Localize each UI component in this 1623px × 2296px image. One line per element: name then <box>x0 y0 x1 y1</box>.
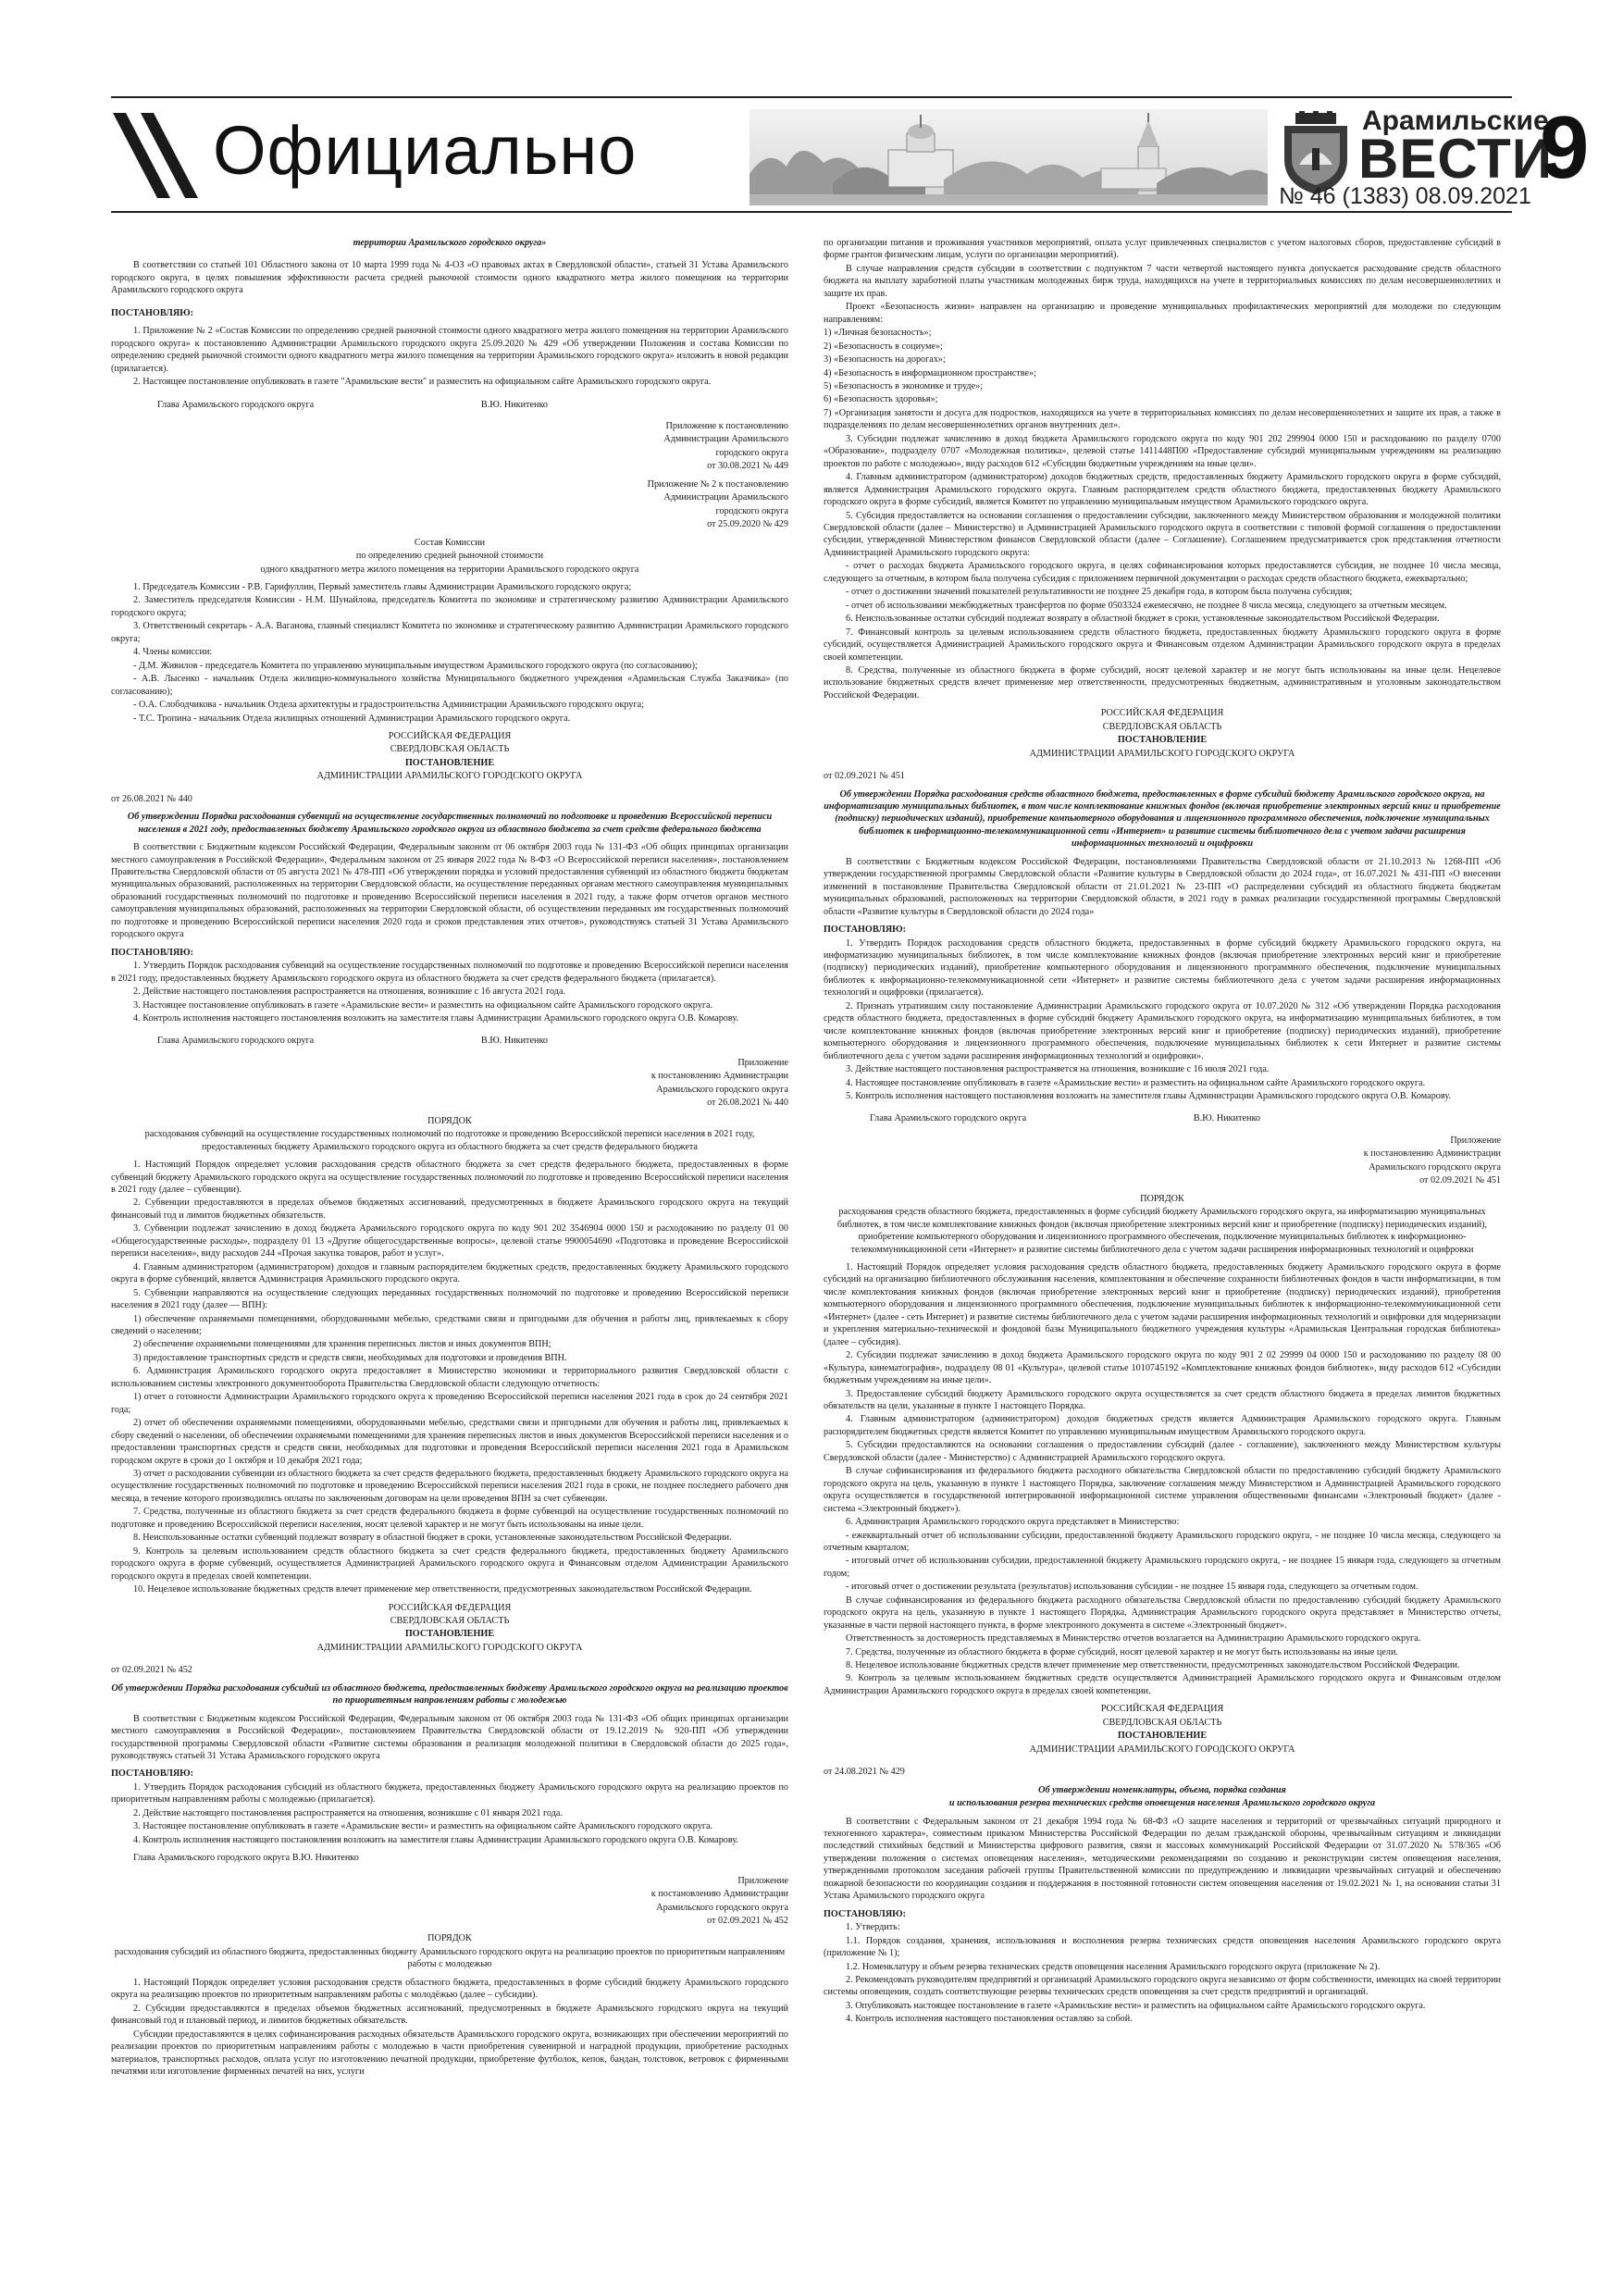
doc-paragraph: 4. Настоящее постановление опубликовать в газете «Арамильские вести» и разместить на официальном сайте Арамильского городского округа. <box>846 1077 1426 1088</box>
doc-paragraph: 2. Субсидии подлежат зачислению в доход бюджета Арамильского городского округа по коду 901 2 02 29999 04 0000 150 и расходованию по разделу 08 00 «Культура, кинематография», подразделу 08 01 «Культура», целевой статье 1010745192 «Комплектование книжных фондов библиотек», виду расходов 612 «Субсидии бюджетным учреждениям на иные цели». <box>824 1350 1501 1386</box>
header-administration: АДМИНИСТРАЦИИ АРАМИЛЬСКОГО ГОРОДСКОГО ОКРУГА <box>316 1642 583 1653</box>
doc-paragraph: 9. Контроль за целевым использованием средств областного бюджета за счет средств федерального бюджета, предоставленных бюджету Арамильского городского округа в форме субвенций, осуществляется Администрацией Арамильского городского округа и Финансовым отделом Администрации Арамильского городского округа в пределах своей компетенции. <box>111 1545 788 1582</box>
doc-paragraph: 9. Контроль за целевым использованием бюджетных средств осуществляется Администрацией Арамильского городского округа и Финансовым отделом Администрации Арамильского городского округа в пределах своей компетенции. <box>824 1673 1501 1696</box>
doc-paragraph: - отчет о расходах бюджета Арамильского городского округа, в целях софинансирования которых предоставляется субсидия, не позднее 10 числа месяца, следующего за отчетным, в котором была получена субсидия с приложением первичной документации о расходах средств областного бюджета, ежеквартально; <box>824 561 1501 584</box>
signature-role: Глава Арамильского городского округа <box>870 1113 1027 1124</box>
attachment-note: к постановлению Администрации <box>650 1889 788 1900</box>
section-title: Официально <box>213 112 638 189</box>
doc-paragraph: В случае направления средств субсидии в соответствии с подпунктом 7 части четвертой настоящего пункта допускается расходование средств областного бюджета на выплату заработной платы участникам молодежных бирж труда, находящихся на учете в территориальных комиссиях по делам несовершеннолетних и защите их прав. <box>824 263 1501 299</box>
member-item: - Д.М. Живилов - председатель Комитета по управлению муниципальным имуществом Арамильского городского округа (по согласованию); <box>133 660 698 671</box>
attachment-date: от 25.09.2020 № 429 <box>707 519 788 530</box>
doc-paragraph: 1. Утвердить: <box>846 1922 900 1933</box>
list-item: 3) «Безопасность на дорогах»; <box>824 354 946 366</box>
doc-intro: В соответствии с Бюджетным кодексом Российской Федерации, постановлениями Правительства Свердловской области от 21.10.2013 № 1268-ПП «Об утверждении государственной программы Свердловской области «Развитие культуры в Свердловской области до 2024 года», от 16.07.2021 № 431-ПП «О внесении изменений в постановление Правительства Свердловской области от 21.01.2021 № 23-ПП «О распределении субсидий из областного бюджета бюджетам муниципальных образований, расположенных на территории Свердловской области, в 2021 году в рамках реализации государственной программы Свердловской области «Развитие культуры в Свердловской области до 2024 года» <box>824 856 1501 917</box>
doc-paragraph: 1.1. Порядок создания, хранения, использования и восполнения резерва технических средств оповещения населения Арамильского городского округа (приложение № 1); <box>824 1935 1501 1959</box>
doc-paragraph: 4. Главным администратором (администратором) доходов бюджетных средств, предоставленных бюджету Арамильского городского округа в форме субсидий, является Администрация Арамильского городского округа. Главным распорядителем средств областного бюджета, предоставленных бюджету Арамильского городского округа в форме субсидий, является Комитет по управлению муниципальным имуществом Арамильского городского округа. <box>824 472 1501 508</box>
attachment-date: от 26.08.2021 № 440 <box>707 1098 788 1109</box>
doc-paragraph: Субсидии предоставляются в целях софинансирования расходных обязательств Арамильского городского округа, возникающих при обеспечении мероприятий по реализации проектов по приоритетным направлениям работы с молодежью в части приобретения сувенирной и наградной продукции, приобретение расходных материалов, транспортных расходов, оплата услуг по изготовлению печатной продукции, приобретение футболок, кепок, бандан, толстовок, ветровок с фирменными печатями или изготовление фирменных печатей на них, услуги <box>111 2029 788 2077</box>
header-country: РОССИЙСКАЯ ФЕДЕРАЦИЯ <box>1100 1704 1224 1715</box>
right-column <box>824 237 1501 2217</box>
page-number: 9 <box>1540 98 1590 197</box>
double-slash-icon <box>113 113 202 198</box>
doc-paragraph: - итоговый отчет об использовании субсидии, предоставленной бюджету Арамильского городского округа, - не позднее 15 января года, следующего за отчетным годом; <box>824 1556 1501 1579</box>
doc-paragraph: 6. Неиспользованные остатки субсидий подлежат возврату в областной бюджет в сроки, установленные законодательством Российской Федерации. <box>846 614 1440 625</box>
member-item: - А.В. Лысенко - начальник Отдела жилищно-коммунального хозяйства Муниципального бюджетного учреждения «Арамильская Служба Заказчика» (по согласованию); <box>111 674 788 697</box>
doc-paragraph: 2. Настоящее постановление опубликовать в газете "Арамильские вести" и разместить на официальном сайте Арамильского городского округа. <box>133 377 712 388</box>
left-column <box>111 237 788 2217</box>
brand-name-large: ВЕСТИ <box>1358 128 1553 190</box>
list-item: 6) «Безопасность здоровья»; <box>824 394 938 405</box>
doc-paragraph: 1. Приложение № 2 «Состав Комиссии по определению средней рыночной стоимости одного квадратного метра жилого помещения на территории Арамильского городского округа» к постановлению Администрации Арамильского городского округа 25.09.2020 № 429 «Об утверждении Положения и состава Комиссии по определению средней рыночной стоимости одного квадратного метра жилого помещения на территории Арамильского городского округа» изложить в новой редакции (прилагается). <box>111 326 788 374</box>
header-resolution: ПОСТАНОВЛЕНИЕ <box>404 1629 495 1640</box>
doc-paragraph: 5. Субвенции направляются на осуществление следующих переданных государственных полномочий по подготовке и проведению Всероссийской переписи населения в 2021 году (далее — ВПН): <box>111 1287 788 1311</box>
doc-date-number: от 02.09.2021 № 451 <box>824 771 905 782</box>
doc-paragraph: 2. Признать утратившим силу постановление Администрации Арамильского городского округа от 10.07.2020 № 312 «Об утверждении Порядка расходования средств областного бюджета, предоставленных в форме субсидий бюджету Арамильского городского округа, на информатизацию муниципальных библиотек, в том числе комплектование книжных фондов (включая приобретение электронных версий книг и приобретение (подписку) периодических изданий), приобретение компьютерного оборудования и лицензионного программного обеспечения, подключение муниципальных библиотек к сети Интернет и развитие системы библиотечного дела с учетом задачи расширения информационных технологий и оцифровки». <box>824 1000 1501 1061</box>
header-country: РОССИЙСКАЯ ФЕДЕРАЦИЯ <box>1100 708 1224 719</box>
doc-paragraph: 10. Нецелевое использование бюджетных средств влечет применение мер ответственности, предусмотренных законодательством Российской Федерации. <box>133 1584 752 1595</box>
member-item: 4. Члены комиссии: <box>133 647 213 658</box>
masthead-top-rule <box>111 96 1512 98</box>
doc-paragraph: 7. Средства, полученные из областного бюджета за счет средств федерального бюджета в форме субвенций на осуществление государственных полномочий по подготовке и проведению Всероссийской переписи населения, носят целевой характер и не могут быть использованы на иные цели. <box>111 1507 788 1530</box>
doc-paragraph: 3) отчет о расходовании субвенции из областного бюджета за счет средств федерального бюджета, предоставленных бюджету Арамильского городского округа на осуществление государственных полномочий по подготовке и проведению Всероссийской переписи населения 2021 года в сроки, не позднее последнего рабочего дня месяца, в течение которого производились оплаты по заключенным договорам на цели проведения ВПН за счет субвенции. <box>111 1468 788 1504</box>
doc-paragraph: 6. Администрация Арамильского городского округа предоставляет в Министерство экономики и территориального развития Свердловской области с использованием системы электронного документооборота Правительства Свердловской области следующую отчетность: <box>111 1366 788 1389</box>
header-resolution: ПОСТАНОВЛЕНИЕ <box>1117 735 1208 746</box>
list-item: 4) «Безопасность в информационном пространстве»; <box>824 367 1036 379</box>
doc-title-tail: территории Арамильского городского округа» <box>353 238 547 248</box>
order-subtitle: расходования субвенций на осуществление государственных полномочий по подготовке и проведению Всероссийской переписи населения в 2021 году, предоставленных бюджету Арамильского городского округа из областного бюджета за счет средств федерального бюджета <box>144 1129 755 1152</box>
header-administration: АДМИНИСТРАЦИИ АРАМИЛЬСКОГО ГОРОДСКОГО ОКРУГА <box>1029 1744 1295 1755</box>
doc-paragraph: 3. Субсидии подлежат зачислению в доход бюджета Арамильского городского округа по коду 901 202 299904 0000 150 и расходованию по разделу 0700 «Образование», подразделу 0707 «Молодежная политика», целевой статье 1411448П00 «Предоставление субсидий муниципальным учреждениям на реализацию проектов по работе с молодежью», виду расходов 612 «Субсидии бюджетным учреждениям на иные цели». <box>824 433 1501 469</box>
doc-title: и использования резерва технических средств оповещения населения Арамильского городского округа <box>948 1798 1376 1809</box>
doc-paragraph: 2. Субсидии предоставляются в пределах объемов бюджетных ассигнований, предусмотренных в бюджете Арамильского городского округа на текущий финансовый год и плановый период, и лимитов бюджетных обязательств. <box>111 2003 788 2027</box>
header-country: РОССИЙСКАЯ ФЕДЕРАЦИЯ <box>388 1602 512 1613</box>
header-administration: АДМИНИСТРАЦИИ АРАМИЛЬСКОГО ГОРОДСКОГО ОКРУГА <box>1029 748 1295 759</box>
header-resolution: ПОСТАНОВЛЕНИЕ <box>1117 1731 1208 1742</box>
member-item: - О.А. Слободчикова - начальник Отдела архитектуры и градостроительства Администрации Арамильского городского округа; <box>133 700 645 711</box>
member-item: - Т.С. Тропина - начальник Отдела жилищных отношений Администрации Арамильского городского округа. <box>133 713 571 724</box>
doc-paragraph: 4. Контроль исполнения настоящего постановления оставляю за собой. <box>846 2014 1133 2025</box>
resolve-heading: ПОСТАНОВЛЯЮ: <box>824 925 907 936</box>
order-heading: ПОРЯДОК <box>1140 1193 1184 1204</box>
issue-number-date: № 46 (1383) 08.09.2021 <box>1279 183 1531 209</box>
attachment-date: от 02.09.2021 № 451 <box>1419 1175 1501 1186</box>
doc-paragraph: 7. Средства, полученные из областного бюджета в форме субсидий, носят целевой характер и не могут быть использованы на иные цели. <box>846 1646 1398 1657</box>
doc-paragraph: 4. Главным администратором (администратором) доходов бюджетных средств является Администрация Арамильского городского округа. Главным распорядителем бюджетных средств является Комитет по управлению муниципальным имуществом Арамильского городского округа. <box>824 1414 1501 1437</box>
list-item: 1) «Личная безопасность»; <box>824 328 932 339</box>
order-subtitle: расходования субсидий из областного бюджета, предоставленных бюджету Арамильского городского округа на реализацию проектов по приоритетным направлениям работы с молодежью <box>114 1946 786 1970</box>
composition-subtitle: одного квадратного метра жилого помещения на территории Арамильского городского округа <box>260 564 639 575</box>
doc-paragraph: - ежеквартальный отчет об использовании субсидии, предоставленной бюджету Арамильского городского округа, - не позднее 10 числа месяца, следующего за отчетным кварталом; <box>824 1530 1501 1553</box>
doc-paragraph: 5. Субсидии предоставляются на основании соглашения о предоставлении субсидий (далее - соглашение), заключенного между Министерством культуры Свердловской области (далее - Министерство) с Администрацией Арамильского городского округа. <box>824 1440 1501 1463</box>
doc-title: Об утверждении Порядка расходования субвенций на осуществление государственных полномочий по подготовке и проведению Всероссийской переписи населения в 2021 году, предоставленных бюджету Арамильского городского округа из областного бюджета за счет средств федерального бюджета <box>127 812 773 835</box>
doc-title: Об утверждении Порядка расходования средств областного бюджета, предоставленных в форме субсидий бюджету Арамильского городского округа, на информатизацию муниципальных библиотек, в том числе комплектование книжных фондов (включая приобретение электронных версий книг и приобретение (подписку) периодических изданий), приобретение компьютерного оборудования и лицензионного программного обеспечения, подключение муниципальных библиотек к информационно-телекоммуникационной сети «Интернет» и развитие системы библиотечного дела с учетом задачи расширения информационных технологий и оцифровки <box>824 788 1501 850</box>
doc-paragraph: 2. Действие настоящего постановления распространяется на отношения, возникшие с 16 августа 2021 года. <box>133 987 566 998</box>
doc-paragraph: 7. Финансовый контроль за целевым использованием средств областного бюджета, предоставленных бюджету Арамильского городского округа в форме субсидий, осуществляется Администрацией Арамильского городского округа и Финансовым отделом Администрации Арамильского городского округа в пределах своей компетенции. <box>824 627 1501 663</box>
list-item: 7) «Организация занятости и досуга для подростков, находящихся на учете в территориальных комиссиях по делам несовершеннолетних и защите их прав, а также в подразделениях по делам несовершеннолетних органов внутренних дел». <box>824 407 1501 431</box>
doc-paragraph: 8. Средства, полученные из областного бюджета в форме субсидий, носят целевой характер и не могут быть использованы на иные цели. Нецелевое использование бюджетных средств влечет применение мер ответственности, предусмотренных бюджетным, административным и уголовным законодательством Российской Федерации. <box>824 664 1501 701</box>
signature-line <box>111 1035 788 1047</box>
doc-paragraph: В случае софинансирования из федерального бюджета расходного обязательства Свердловской области по предоставлению субсидий бюджету Арамильского городского округа на цель, указанную в пункте 1 настоящего Порядка, заключение соглашения между Министерством и Администрацией Арамильского городского округа осуществляется в государственной интегрированной информационной системе управления общественными финансами «Электронный бюджет» (далее - система «Электронный бюджет»). <box>824 1466 1501 1514</box>
doc-paragraph: 1) отчет о готовности Администрации Арамильского городского округа к проведению Всероссийской переписи населения 2021 года в срок до 24 сентября 2021 года; <box>111 1392 788 1415</box>
doc-paragraph: по организации питания и проживания участников мероприятий, оплата услуг привлеченных специалистов с учетом налоговых сборов, предоставление субсидий в форме грантов физическим лицам, услуги по организации мероприятий). <box>824 238 1501 261</box>
doc-paragraph: 3. Субвенции подлежат зачислению в доход бюджета Арамильского городского округа по коду 901 202 3546904 0000 150 и расходованию по разделу 01 00 «Общегосударственные расходы», подразделу 01 13 «Другие общегосударственные вопросы», целевой статье 9900054690 «Подготовка и проведение Всероссийской переписи населения», виду расходов 244 «Прочая закупка товаров, работ и услуг». <box>111 1223 788 1260</box>
composition-subtitle: по определению средней рыночной стоимости <box>355 551 544 562</box>
doc-title: Об утверждении номенклатуры, объема, порядка создания <box>1038 1784 1286 1795</box>
masthead <box>111 96 1590 213</box>
doc-intro: В соответствии с Бюджетным кодексом Российской Федерации, Федеральным законом от 06 октября 2003 года № 131-ФЗ «Об общих принципах организации местного самоуправления в Российской Федерации», постановлением Правительства Свердловской области от 19.12.2019 № 920-ПП «Об утверждении государственной программы Свердловской области «Развитие системы образования и реализация молодежной политики в Свердловской области до 2025 года», руководствуясь статьей 31 Устава Арамильского городского округа <box>111 1713 788 1762</box>
signature-role: Глава Арамильского городского округа <box>157 1036 315 1047</box>
attachment-note: к постановлению Администрации <box>650 1071 788 1082</box>
doc-paragraph: В случае софинансирования из федерального бюджета расходного обязательства Свердловской области по предоставлению субсидий бюджету Арамильского городского округа на цель, указанную в пункте 1 настоящего Порядка, Администрация Арамильского городского округа представляет в Министерство отчеты, указанные в части первой настоящего пункта, в форме электронного документа в системе «Электронный бюджет». <box>824 1595 1501 1631</box>
member-item: 3. Ответственный секретарь - А.А. Ваганова, главный специалист Комитета по экономике и стратегическому развитию Администрации Арамильского городского округа; <box>111 621 788 644</box>
doc-paragraph: - отчет об использовании межбюджетных трансфертов по форме 0503324 ежемесячно, не позднее 8 числа месяца, следующего за отчетным месяцем. <box>846 600 1447 611</box>
attachment-note: городского округа <box>715 447 788 458</box>
masthead-bottom-rule <box>111 211 1512 213</box>
doc-paragraph: - итоговый отчет о достижении результата (результатов) использования субсидии - не позднее 15 января года, следующего за отчетным годом. <box>846 1582 1419 1593</box>
doc-paragraph: 4. Главным администратором (администратором) доходов и главным распорядителем бюджетных средств, предоставленных бюджету Арамильского городского округа в форме субвенций, является Администрация Арамильского городского округа. <box>111 1261 788 1285</box>
attachment-note: Приложение к постановлению <box>665 420 788 431</box>
header-administration: АДМИНИСТРАЦИИ АРАМИЛЬСКОГО ГОРОДСКОГО ОКРУГА <box>316 771 583 782</box>
doc-paragraph: 3. Предоставление субсидий бюджету Арамильского городского округа осуществляется за счет средств областного бюджета в пределах лимитов бюджетных обязательств на цели, указанные в пункте 1 настоящего Порядка. <box>824 1388 1501 1411</box>
doc-paragraph: Проект «Безопасность жизни» направлен на организацию и проведение муниципальных профилактических мероприятий для молодежи по следующим направлениям: <box>824 302 1501 325</box>
composition-title: Состав Комиссии <box>414 537 486 548</box>
doc-paragraph: 3) предоставление транспортных средств и средств связи, необходимых для подготовки и проведения ВПН. <box>133 1352 567 1363</box>
attachment-note: Арамильского городского округа <box>656 1084 788 1095</box>
attachment-note: Приложение <box>1450 1135 1501 1146</box>
doc-paragraph: 1.2. Номенклатуру и объем резерва технических средств оповещения населения Арамильского городского округа (приложение № 2). <box>846 1961 1381 1972</box>
order-heading: ПОРЯДОК <box>427 1115 472 1126</box>
signature-name: В.Ю. Никитенко <box>480 1036 548 1047</box>
member-item: 1. Председатель Комиссии - Р.В. Гарифуллин, Первый заместитель главы Администрации Арамильского городского округа; <box>133 581 632 592</box>
doc-paragraph: 1) обеспечение охраняемыми помещениями, оборудованными мебелью, средствами связи и пригодными для обучения и работы лиц, привлекаемых к сбору сведений о населении; <box>111 1313 788 1336</box>
doc-paragraph: 2) отчет об обеспечении охраняемыми помещениями, оборудованными мебелью, средствами связи и пригодными для обучения и работы лиц, привлекаемых к сбору сведений о населении, об обеспечении охраняемыми помещениями для хранения переписных листов и иных документов Всероссийской переписи населения и о предоставлении транспортных средств и средств связи, необходимых для подготовки и проведения Всероссийской переписи населения 2021 года в Арамильском городском округе в сроки до 1 октября и 10 декабря 2021 года; <box>111 1418 788 1466</box>
order-subtitle: расходования средств областного бюджета, предоставленных в форме субсидий бюджету Арамильского городского округа, на информатизацию муниципальных библиотек, в том числе комплектование книжных фондов (включая приобретение электронных версий книг и приобретение (подписку) периодических изданий), приобретение компьютерного оборудования и лицензионного программного обеспечения, подключение муниципальных библиотек к информационно-телекоммуникационной сети «Интернет» и развитие системы библиотечного дела с учетом задачи расширения информационных технологий и оцифровки <box>836 1207 1488 1255</box>
member-item: 2. Заместитель председателя Комиссии - Н.М. Шунайлова, председатель Комитета по экономике и стратегическому развитию Администрации Арамильского городского округа; <box>111 595 788 618</box>
doc-date-number: от 24.08.2021 № 429 <box>824 1767 905 1778</box>
doc-paragraph: 4. Контроль исполнения настоящего постановления возложить на заместителя главы Администрации Арамильского городского округа О.В. Комарову. <box>133 1834 738 1845</box>
doc-paragraph: 3. Настоящее постановление опубликовать в газете «Арамильские вести» и разместить на официальном сайте Арамильского городского округа. <box>133 999 713 1011</box>
doc-paragraph: 3. Опубликовать настоящее постановление в газете «Арамильские вести» и разместить на официальном сайте Арамильского городского округа. <box>846 2000 1426 2011</box>
list-item: 2) «Безопасность в социуме»; <box>824 341 943 352</box>
doc-paragraph: 1. Настоящий Порядок определяет условия расходования средств областного бюджета, предоставленных в форме субсидий бюджету Арамильского городского округа на реализацию проектов по приоритетным направлениям работы с молодёжью (далее – субсидии). <box>111 1977 788 2001</box>
resolve-heading: ПОСТАНОВЛЯЮ: <box>111 1769 194 1780</box>
signature-name: В.Ю. Никитенко <box>480 399 548 410</box>
signature-line <box>824 1112 1501 1124</box>
doc-paragraph: 1. Утвердить Порядок расходования средств областного бюджета, предоставленных в форме субсидий бюджету Арамильского городского округа, на информатизацию муниципальных библиотек, в том числе комплектование книжных фондов (включая приобретение электронных версий книг и приобретение (подписку) периодических изданий), приобретение компьютерного оборудования и лицензионного программного обеспечения, подключение муниципальных библиотек к информационно-телекоммуникационной сети «Интернет» и развитие системы библиотечного дела с учетом задачи расширения информационных технологий и оцифровки (прилагается). <box>824 937 1501 999</box>
doc-paragraph: 1. Утвердить Порядок расходования субсидий из областного бюджета, предоставленных бюджету Арамильского городского округа на реализацию проектов по приоритетным направлениям работы с молодежью (прилагается). <box>111 1781 788 1806</box>
header-region: СВЕРДЛОВСКАЯ ОБЛАСТЬ <box>1102 721 1222 732</box>
doc-paragraph: 1. Утвердить Порядок расходования субвенций на осуществление государственных полномочий по подготовке и проведению Всероссийской переписи населения в 2021 году, предоставленных бюджету Арамильского городского округа из областного бюджета за счет средств федерального бюджета (прилагается). <box>111 961 788 984</box>
doc-paragraph: 1. Настоящий Порядок определяет условия расходования средств областного бюджета за счет средств федерального бюджета, предоставленных в форме субвенций бюджету Арамильского городского округа на осуществление государственных полномочий по подготовке и проведению Всероссийской переписи населения в 2021 году (далее – субвенции). <box>111 1160 788 1195</box>
doc-intro: В соответствии с Бюджетным кодексом Российской Федерации, Федеральным законом от 06 октября 2003 года № 131-ФЗ «Об общих принципах организации местного самоуправления в Российской Федерации», Федеральным законом от 25 января 2022 года № 8-ФЗ «О Всероссийской переписи населения», постановлением Правительства Свердловской области от 05 августа 2021 № 478-ПП «Об утверждении порядка и условий предоставления субвенций из областного бюджета бюджетам муниципальных образований, расположенных на территории Свердловской области, на осуществление переданных органам местного самоуправления муниципальных образований государственных полномочий по подготовке и проведению Всероссийской переписи населения в 2021 году, а также форм отчетов органов местного самоуправления муниципальных образований, расположенных на территории Свердловской области, об осуществлении переданных им государственных полномочий по подготовке и проведению Всероссийской переписи населения 2020 года и сроков представления этих отчетов», руководствуясь статьей 31 Устава Арамильского городского округа <box>111 842 788 940</box>
doc-paragraph: 5. Контроль исполнения настоящего постановления возложить на заместителя главы Администрации Арамильского городского округа О.В. Комарову. <box>846 1091 1451 1101</box>
doc-paragraph: 2. Действие настоящего постановления распространяется на отношения, возникшие с 01 января 2021 года. <box>133 1807 563 1818</box>
attachment-note: к постановлению Администрации <box>1363 1148 1501 1160</box>
attachment-note: Приложение <box>737 1057 788 1068</box>
doc-paragraph: 2. Субвенции предоставляются в пределах объемов бюджетных ассигнований, предусмотренных в бюджете Арамильского городского округа на текущий финансовый год и лимитов бюджетных обязательств. <box>111 1198 788 1221</box>
attachment-note: Администрации Арамильского <box>663 492 788 503</box>
doc-paragraph: - отчет о достижении значений показателей результативности не позднее 25 декабря года, в котором была получена субсидия; <box>846 587 1353 598</box>
doc-paragraph: 8. Нецелевое использование бюджетных средств влечет применение мер ответственности, предусмотренных законодательством Российской Федерации. <box>846 1660 1460 1671</box>
header-region: СВЕРДЛОВСКАЯ ОБЛАСТЬ <box>1102 1717 1222 1728</box>
attachment-note: Приложение <box>737 1875 788 1886</box>
resolve-heading: ПОСТАНОВЛЯЮ: <box>111 307 194 318</box>
order-heading: ПОРЯДОК <box>427 1933 472 1944</box>
doc-date-number: от 02.09.2021 № 452 <box>111 1665 192 1676</box>
attachment-note: Арамильского городского округа <box>656 1902 788 1913</box>
doc-intro: В соответствии с Федеральным законом от 21 декабря 1994 года № 68-ФЗ «О защите населения и территорий от чрезвычайных ситуаций природного и техногенного характера», совместным приказом Министерства Российской Федерации по делам гражданской обороны, чрезвычайным ситуациям и ликвидации последствий стихийных бедствий и Министерства цифрового развития, связи и массовых коммуникаций Российской Федерации от 31.07.2020 № 578/365 «Об утверждении положения о системах оповещения населения», методическими рекомендациями по созданию и реконструкции систем оповещения населения, утвержденными протоколом заседания рабочей группы Правительственной комиссии по предупреждению и ликвидации чрезвычайных ситуаций и обеспечению пожарной безопасности по координации создания и поддержания в постоянной готовности систем оповещения населения от 19.02.2021 № 1, на основании статьи 31 Устава Арамильского городского округа <box>824 1816 1501 1902</box>
brand-name-small: Арамильские <box>1362 105 1549 136</box>
attachment-note: Администрации Арамильского <box>663 434 788 445</box>
doc-paragraph: 5. Субсидия предоставляется на основании соглашения о предоставлении субсидии, заключенного между Министерством образования и молодежной политики Свердловской области (далее – Министерство) и Администрацией Арамильского городского округа в соответствии с типовой формой соглашения о предоставлении субсидии, утвержденной Министерством финансов Свердловской области (далее – Соглашение). Соглашением предусматривается срок представления отчетности Администрацией Арамильского городского округа: <box>824 510 1501 558</box>
doc-paragraph: 6. Администрация Арамильского городского округа представляет в Министерство: <box>846 1517 1180 1528</box>
signature-line <box>111 399 788 411</box>
doc-intro: В соответствии со статьей 101 Областного закона от 10 марта 1999 года № 4-ОЗ «О правовых актах в Свердловской области», статьей 31 Устава Арамильского городского округа, в целях повышения эффективности расчета средней рыночной стоимости одного квадратного метра жилого помещения на территории Арамильского городского округа <box>111 260 788 296</box>
resolve-heading: ПОСТАНОВЛЯЮ: <box>111 947 194 958</box>
attachment-note: Приложение № 2 к постановлению <box>647 478 788 490</box>
header-region: СВЕРДЛОВСКАЯ ОБЛАСТЬ <box>390 1615 510 1626</box>
doc-title: Об утверждении Порядка расходования субсидий из областного бюджета, предоставленных бюджету Арамильского городского округа на реализацию проектов по приоритетным направлениям работы с молодежью <box>111 1682 788 1706</box>
doc-date-number: от 26.08.2021 № 440 <box>111 793 192 804</box>
doc-paragraph: 2) обеспечение охраняемыми помещениями для хранения переписных листов и иных документов ВПН; <box>133 1339 551 1350</box>
town-panorama-image <box>750 109 1268 205</box>
doc-paragraph: 1. Настоящий Порядок определяет условия расходования средств областного бюджета, предоставленных бюджету Арамильского городского округа в форме субсидий на организацию библиотечного обслуживания населения, комплектования и обеспечение сохранности библиотечных фондов в части информатизации, в том числе комплектования книжных фондов (включая приобретение электронных версий книг и приобретение (подписку) периодических изданий), приобретения компьютерного оборудования и лицензионного программного обеспечения, подключение муниципальных библиотек к информационно-телекоммуникационной сети «Интернет» (далее - сеть Интернет) и развитие системы библиотечного дела с учетом задачи расширения информационных технологий и оцифровки для модернизации и укрепления материально-технической и фондовой базы Муниципального бюджетного учреждения культуры «Арамильская Центральная городская библиотека» (далее – субсидия). <box>824 1261 1501 1347</box>
list-item: 5) «Безопасность в экономике и труде»; <box>824 380 984 391</box>
header-country: РОССИЙСКАЯ ФЕДЕРАЦИЯ <box>388 730 512 741</box>
doc-paragraph: 3. Действие настоящего постановления распространяется на отношения, возникшие с 16 июля 2021 года. <box>846 1064 1270 1075</box>
doc-paragraph: 4. Контроль исполнения настоящего постановления возложить на заместителя главы Администрации Арамильского городского округа О.В. Комарову. <box>133 1013 738 1024</box>
header-resolution: ПОСТАНОВЛЕНИЕ <box>404 757 495 768</box>
header-region: СВЕРДЛОВСКАЯ ОБЛАСТЬ <box>390 744 510 755</box>
doc-paragraph: Ответственность за достоверность представляемых в Министерство отчетов возлагается на Администрацию Арамильского городского округа. <box>846 1633 1421 1644</box>
signature-line: Глава Арамильского городского округа В.Ю. Никитенко <box>133 1853 359 1864</box>
attachment-date: от 02.09.2021 № 452 <box>707 1916 788 1927</box>
signature-name: В.Ю. Никитенко <box>1193 1113 1260 1124</box>
doc-paragraph: 3. Настоящее постановление опубликовать в газете «Арамильские вести» и разместить на официальном сайте Арамильского городского округа. <box>133 1821 713 1832</box>
attachment-note: городского округа <box>715 505 788 516</box>
attachment-date: от 30.08.2021 № 449 <box>707 461 788 472</box>
signature-role: Глава Арамильского городского округа <box>157 399 315 410</box>
resolve-heading: ПОСТАНОВЛЯЮ: <box>824 1908 907 1919</box>
attachment-note: Арамильского городского округа <box>1369 1161 1501 1173</box>
doc-paragraph: 2. Рекомендовать руководителям предприятий и организаций Арамильского городского округа независимо от форм собственности, имеющих на своей территории системы оповещения, создать соответствующие резервы технических средств оповещения за счет средств предприятий и организаций. <box>824 1975 1501 1998</box>
doc-paragraph: 8. Неиспользованные остатки субвенций подлежат возврату в областной бюджет в сроки, установленные законодательством Российской Федерации. <box>133 1533 732 1544</box>
